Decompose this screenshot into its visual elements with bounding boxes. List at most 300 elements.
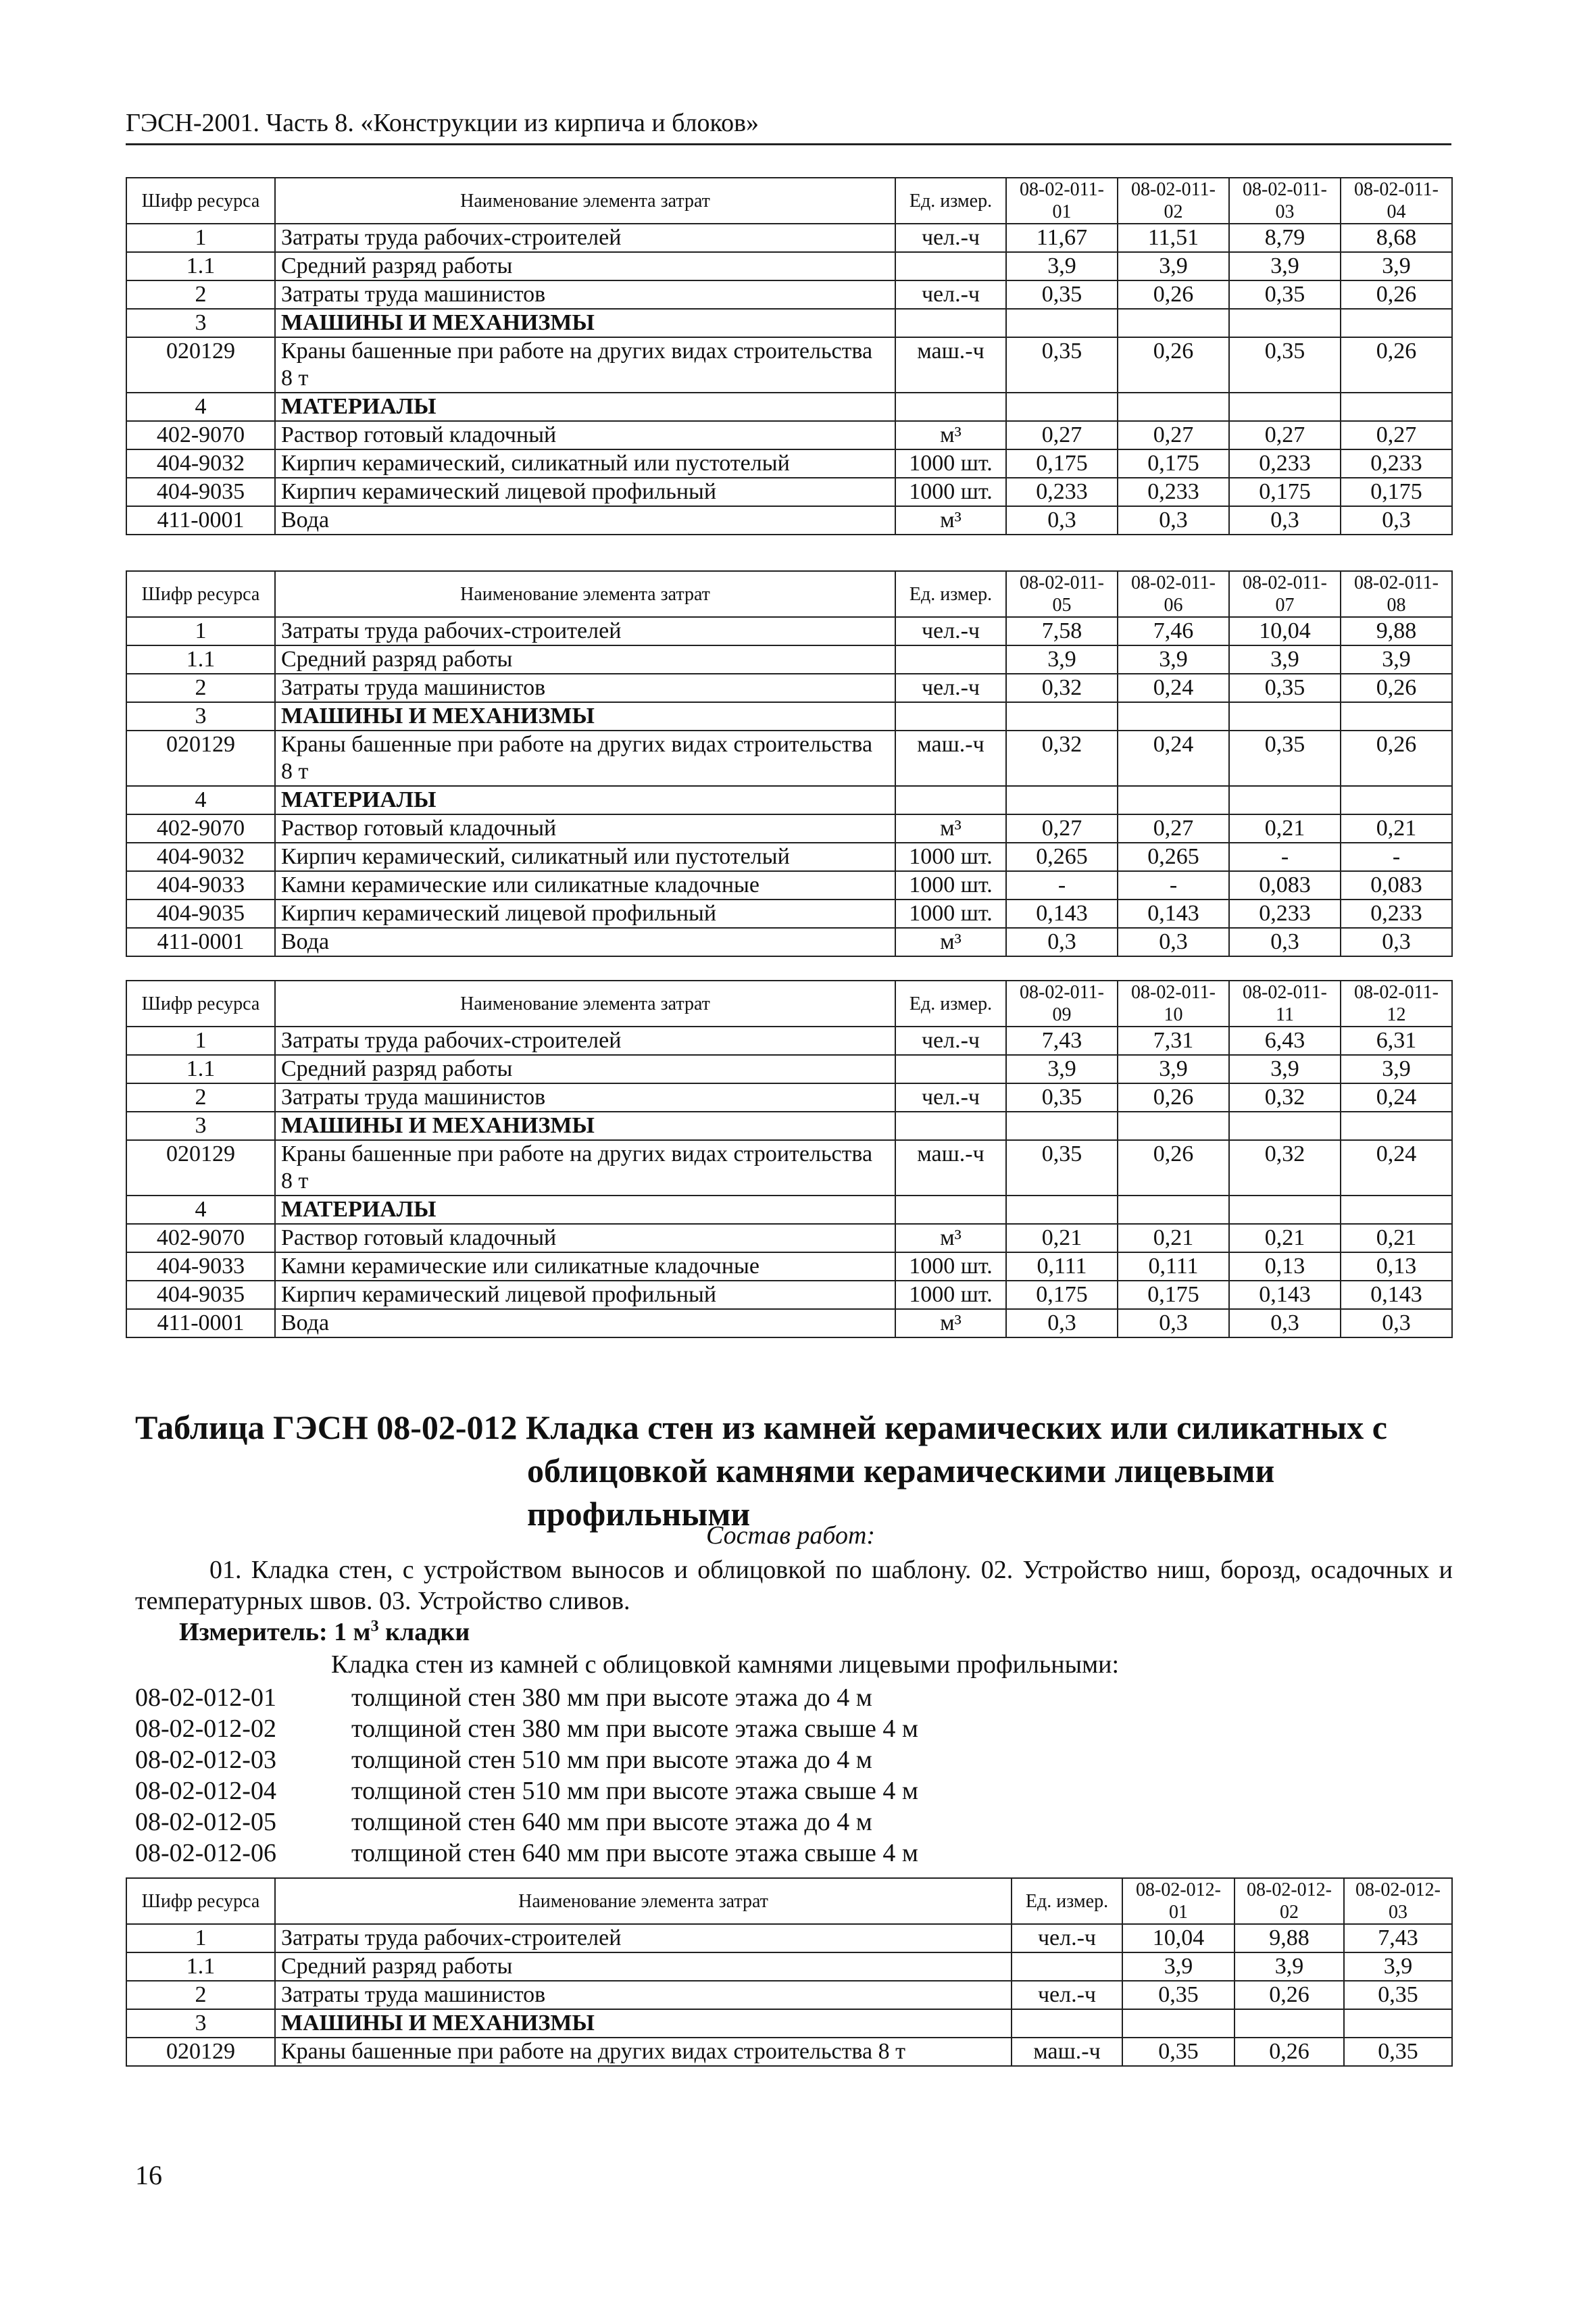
cell-unit: 1000 шт. — [895, 843, 1006, 871]
cell-code: 1 — [126, 1027, 275, 1055]
cell-value: 3,9 — [1229, 645, 1341, 674]
header-unit: Ед. измер. — [895, 178, 1006, 224]
table-row — [126, 252, 1452, 280]
cell-value: 0,233 — [1229, 449, 1341, 478]
code-row — [135, 1682, 918, 1713]
table-row — [126, 1112, 1452, 1140]
table-row — [126, 2038, 1452, 2066]
cell-value: 3,9 — [1341, 252, 1452, 280]
cell-value: 10,04 — [1122, 1924, 1235, 1952]
code-row — [135, 1713, 918, 1744]
cell-unit: 1000 шт. — [895, 900, 1006, 928]
cell-value: 8,68 — [1341, 224, 1452, 252]
cell-value — [1118, 393, 1229, 421]
cell-code: 1 — [126, 224, 275, 252]
cell-name: Затраты труда рабочих-строителей — [275, 1027, 895, 1055]
cell-value: 0,26 — [1235, 1981, 1344, 2009]
cell-value: 3,9 — [1122, 1952, 1235, 1981]
cell-value: 0,3 — [1118, 1309, 1229, 1337]
cell-value: 0,3 — [1341, 928, 1452, 956]
cell-value: 0,3 — [1229, 1309, 1341, 1337]
cell-value: 0,35 — [1229, 280, 1341, 309]
table-row — [126, 478, 1452, 506]
cell-value: 7,58 — [1006, 617, 1118, 645]
cell-value — [1341, 1112, 1452, 1140]
cell-value: 0,35 — [1006, 1083, 1118, 1112]
header-norm-code: 08-02-011-02 — [1118, 178, 1229, 224]
cell-value — [1122, 2009, 1235, 2038]
header-name: Наименование элемента затрат — [275, 1878, 1012, 1924]
cell-code: 404-9035 — [126, 1281, 275, 1309]
header-norm-code: 08-02-011-06 — [1118, 571, 1229, 617]
cell-value — [1341, 786, 1452, 814]
cell-code: 402-9070 — [126, 814, 275, 843]
resource-table-011-09-12 — [126, 980, 1453, 1338]
cell-unit — [895, 1055, 1006, 1083]
header-norm-code: 08-02-011-07 — [1229, 571, 1341, 617]
code-text: толщиной стен 380 мм при высоте этажа до 4 м — [351, 1683, 872, 1712]
cell-value — [1341, 1196, 1452, 1224]
cell-value — [1229, 393, 1341, 421]
table-row — [126, 1027, 1452, 1055]
header-code: Шифр ресурса — [126, 981, 275, 1027]
cell-value: 0,35 — [1122, 2038, 1235, 2066]
cell-unit: м³ — [895, 928, 1006, 956]
cell-value — [1118, 786, 1229, 814]
cell-value: 0,21 — [1341, 1224, 1452, 1252]
cell-name: Раствор готовый кладочный — [275, 814, 895, 843]
header-norm-code: 08-02-012-01 — [1122, 1878, 1235, 1924]
header-norm-code: 08-02-011-04 — [1341, 178, 1452, 224]
cell-value — [1006, 309, 1118, 337]
code-id: 08-02-012-04 — [135, 1777, 276, 1805]
resource-table-012-01-03 — [126, 1877, 1453, 2067]
cell-value — [1006, 393, 1118, 421]
cell-value: 0,26 — [1118, 1140, 1229, 1196]
cell-value: 0,35 — [1006, 280, 1118, 309]
cell-value: 0,21 — [1341, 814, 1452, 843]
cell-value: 0,175 — [1006, 449, 1118, 478]
cell-code: 1.1 — [126, 1055, 275, 1083]
cell-unit: чел.-ч — [1012, 1981, 1122, 2009]
cell-value: 0,3 — [1341, 506, 1452, 535]
cell-unit: чел.-ч — [895, 1027, 1006, 1055]
cell-unit: чел.-ч — [1012, 1924, 1122, 1952]
cell-value: 0,175 — [1341, 478, 1452, 506]
cell-value: 0,27 — [1006, 421, 1118, 449]
cell-value: 7,31 — [1118, 1027, 1229, 1055]
table-row — [126, 2009, 1452, 2038]
cell-code: 4 — [126, 393, 275, 421]
cell-value — [1344, 2009, 1452, 2038]
cell-code: 3 — [126, 309, 275, 337]
cell-name: Средний разряд работы — [275, 252, 895, 280]
cell-unit — [1012, 1952, 1122, 1981]
cell-unit: 1000 шт. — [895, 1252, 1006, 1281]
code-row — [135, 1775, 918, 1806]
cell-value: 0,35 — [1229, 337, 1341, 393]
cell-unit: маш.-ч — [1012, 2038, 1122, 2066]
cell-unit: м³ — [895, 1309, 1006, 1337]
cell-value: 3,9 — [1235, 1952, 1344, 1981]
cell-name: Раствор готовый кладочный — [275, 421, 895, 449]
cell-value: 7,46 — [1118, 617, 1229, 645]
cell-value: 0,24 — [1341, 1140, 1452, 1196]
table-row — [126, 309, 1452, 337]
cell-value: 0,233 — [1118, 478, 1229, 506]
cell-value: 10,04 — [1229, 617, 1341, 645]
cell-value — [1006, 786, 1118, 814]
page-number: 16 — [135, 2160, 162, 2190]
cell-unit: м³ — [895, 1224, 1006, 1252]
cell-value: 0,3 — [1118, 506, 1229, 535]
cell-unit: чел.-ч — [895, 674, 1006, 702]
section-title-line1: Таблица ГЭСН 08-02-012 Кладка стен из камней керамических или силикатных с — [135, 1408, 1387, 1446]
table-row — [126, 1981, 1452, 2009]
cell-value: 3,9 — [1006, 1055, 1118, 1083]
cell-value: 0,175 — [1118, 449, 1229, 478]
cell-value: - — [1229, 843, 1341, 871]
cell-code: 020129 — [126, 337, 275, 393]
cell-value: 3,9 — [1118, 252, 1229, 280]
cell-value: 0,143 — [1341, 1281, 1452, 1309]
cell-unit: 1000 шт. — [895, 871, 1006, 900]
code-text: толщиной стен 380 мм при высоте этажа свыше 4 м — [351, 1715, 918, 1743]
cell-value — [1229, 309, 1341, 337]
table-row — [126, 1252, 1452, 1281]
cell-value — [1235, 2009, 1344, 2038]
cell-code: 404-9032 — [126, 449, 275, 478]
header-code: Шифр ресурса — [126, 178, 275, 224]
cell-value: 0,21 — [1118, 1224, 1229, 1252]
cell-name: Затраты труда машинистов — [275, 1981, 1012, 2009]
cell-value: 6,31 — [1341, 1027, 1452, 1055]
cell-value: 0,265 — [1006, 843, 1118, 871]
table-row — [126, 900, 1452, 928]
cell-code: 1.1 — [126, 645, 275, 674]
measure-label: Измеритель: 1 м — [179, 1618, 371, 1646]
cell-unit — [895, 702, 1006, 731]
cell-name: Камни керамические или силикатные кладочные — [275, 871, 895, 900]
cell-unit: 1000 шт. — [895, 1281, 1006, 1309]
cell-code: 020129 — [126, 1140, 275, 1196]
cell-value: 0,26 — [1118, 1083, 1229, 1112]
cell-code: 402-9070 — [126, 1224, 275, 1252]
cell-value: 0,3 — [1118, 928, 1229, 956]
cell-value: 9,88 — [1341, 617, 1452, 645]
cell-value: 0,35 — [1006, 1140, 1118, 1196]
cell-code: 1.1 — [126, 252, 275, 280]
cell-value: 0,233 — [1229, 900, 1341, 928]
code-list — [135, 1682, 918, 1869]
code-text: толщиной стен 640 мм при высоте этажа свыше 4 м — [351, 1839, 918, 1867]
cell-value: 0,32 — [1006, 674, 1118, 702]
cell-value — [1229, 1196, 1341, 1224]
cell-value: 0,233 — [1341, 449, 1452, 478]
table-header-row — [126, 981, 1452, 1027]
cell-name: Затраты труда машинистов — [275, 280, 895, 309]
cell-name: Вода — [275, 928, 895, 956]
cell-value: 6,43 — [1229, 1027, 1341, 1055]
cell-value: 0,21 — [1229, 1224, 1341, 1252]
cell-name: Кирпич керамический, силикатный или пустотелый — [275, 449, 895, 478]
table-row — [126, 224, 1452, 252]
cell-value: 0,27 — [1118, 421, 1229, 449]
cell-value: 0,083 — [1229, 871, 1341, 900]
cell-value: 0,32 — [1229, 1083, 1341, 1112]
cell-value: 0,35 — [1229, 731, 1341, 786]
cell-name: МАШИНЫ И МЕХАНИЗМЫ — [275, 2009, 1012, 2038]
cell-value: 0,143 — [1229, 1281, 1341, 1309]
cell-value: 9,88 — [1235, 1924, 1344, 1952]
table-row — [126, 645, 1452, 674]
cell-unit — [895, 786, 1006, 814]
cell-code: 404-9035 — [126, 900, 275, 928]
header-norm-code: 08-02-011-01 — [1006, 178, 1118, 224]
cell-value — [1229, 702, 1341, 731]
header-norm-code: 08-02-012-03 — [1344, 1878, 1452, 1924]
cell-code: 2 — [126, 1981, 275, 2009]
cell-value — [1118, 702, 1229, 731]
cell-value: 0,111 — [1006, 1252, 1118, 1281]
cell-code: 411-0001 — [126, 928, 275, 956]
cell-value: 0,24 — [1341, 1083, 1452, 1112]
cell-value: 0,35 — [1344, 2038, 1452, 2066]
code-row — [135, 1806, 918, 1838]
table-row — [126, 1055, 1452, 1083]
code-row — [135, 1744, 918, 1775]
table-row — [126, 393, 1452, 421]
cell-name: Затраты труда рабочих-строителей — [275, 617, 895, 645]
cell-unit: м³ — [895, 421, 1006, 449]
cell-value — [1006, 1196, 1118, 1224]
cell-value: 0,26 — [1118, 280, 1229, 309]
cell-value: 0,26 — [1341, 674, 1452, 702]
table-row — [126, 731, 1452, 786]
section-title-line3: профильными — [527, 1495, 751, 1533]
cell-name: Средний разряд работы — [275, 645, 895, 674]
header-norm-code: 08-02-011-08 — [1341, 571, 1452, 617]
cell-value: 0,265 — [1118, 843, 1229, 871]
table-row — [126, 843, 1452, 871]
cell-value: 0,26 — [1118, 337, 1229, 393]
cell-value: 0,175 — [1229, 478, 1341, 506]
cell-unit: чел.-ч — [895, 280, 1006, 309]
cell-unit — [895, 393, 1006, 421]
cell-value — [1118, 1196, 1229, 1224]
code-id: 08-02-012-05 — [135, 1808, 276, 1836]
work-description: 01. Кладка стен, с устройством выносов и облицовкой по шаблону. 02. Устройство ниш, борозд, осадочных и температурных швов. 03. Устройство сливов. — [135, 1556, 1453, 1615]
cell-name: Краны башенные при работе на других видах строительства 8 т — [275, 2038, 1012, 2066]
cell-name: Затраты труда машинистов — [275, 674, 895, 702]
cell-value — [1341, 702, 1452, 731]
cell-value: 0,13 — [1229, 1252, 1341, 1281]
cell-value: - — [1118, 871, 1229, 900]
table-row — [126, 1952, 1452, 1981]
table-header-row — [126, 178, 1452, 224]
cell-unit: чел.-ч — [895, 224, 1006, 252]
cell-value: 0,143 — [1006, 900, 1118, 928]
cell-code: 4 — [126, 786, 275, 814]
cell-code: 1 — [126, 1924, 275, 1952]
cell-value: 11,51 — [1118, 224, 1229, 252]
cell-name: Кирпич керамический лицевой профильный — [275, 900, 895, 928]
header-unit: Ед. измер. — [895, 571, 1006, 617]
table-row — [126, 674, 1452, 702]
cell-value: 7,43 — [1006, 1027, 1118, 1055]
cell-name: МАШИНЫ И МЕХАНИЗМЫ — [275, 309, 895, 337]
header-norm-code: 08-02-011-12 — [1341, 981, 1452, 1027]
header-norm-code: 08-02-011-10 — [1118, 981, 1229, 1027]
table-row — [126, 337, 1452, 393]
cell-name: Кирпич керамический лицевой профильный — [275, 478, 895, 506]
measure-tail: кладки — [378, 1618, 470, 1646]
cell-value: 0,35 — [1344, 1981, 1452, 2009]
code-id: 08-02-012-03 — [135, 1746, 276, 1774]
header-name: Наименование элемента затрат — [275, 981, 895, 1027]
cell-value: - — [1006, 871, 1118, 900]
cell-name: Камни керамические или силикатные кладочные — [275, 1252, 895, 1281]
cell-name: Краны башенные при работе на других видах строительства 8 т — [275, 731, 895, 786]
table-row — [126, 617, 1452, 645]
code-text: толщиной стен 510 мм при высоте этажа до 4 м — [351, 1746, 872, 1774]
cell-name: Затраты труда машинистов — [275, 1083, 895, 1112]
cell-unit — [895, 645, 1006, 674]
cell-value: 3,9 — [1341, 645, 1452, 674]
cell-name: Раствор готовый кладочный — [275, 1224, 895, 1252]
page-header: ГЭСН-2001. Часть 8. «Конструкции из кирпича и блоков» — [126, 105, 1451, 145]
cell-value: 0,27 — [1229, 421, 1341, 449]
cell-code: 404-9032 — [126, 843, 275, 871]
section-title — [135, 1406, 1453, 1535]
cell-value: 3,9 — [1006, 645, 1118, 674]
cell-unit: м³ — [895, 814, 1006, 843]
code-id: 08-02-012-06 — [135, 1839, 276, 1867]
measure-sup: 3 — [370, 1617, 379, 1635]
cell-value — [1341, 393, 1452, 421]
resource-table-011-05-08 — [126, 570, 1453, 957]
cell-value — [1118, 309, 1229, 337]
cell-code: 411-0001 — [126, 1309, 275, 1337]
table-row — [126, 814, 1452, 843]
table-row — [126, 1196, 1452, 1224]
header-unit: Ед. измер. — [895, 981, 1006, 1027]
cell-value: 0,175 — [1118, 1281, 1229, 1309]
cell-value: 0,21 — [1229, 814, 1341, 843]
cell-value: 0,35 — [1006, 337, 1118, 393]
cell-code: 404-9033 — [126, 871, 275, 900]
cell-value: 0,3 — [1006, 1309, 1118, 1337]
cell-name: Средний разряд работы — [275, 1952, 1012, 1981]
cell-code: 1.1 — [126, 1952, 275, 1981]
cell-value: 0,233 — [1341, 900, 1452, 928]
cell-name: МАШИНЫ И МЕХАНИЗМЫ — [275, 702, 895, 731]
cell-value — [1006, 1112, 1118, 1140]
cell-value: 0,175 — [1006, 1281, 1118, 1309]
header-norm-code: 08-02-011-09 — [1006, 981, 1118, 1027]
sostav-heading: Состав работ: — [706, 1521, 876, 1550]
cell-value: 0,3 — [1229, 928, 1341, 956]
table-row — [126, 506, 1452, 535]
header-norm-code: 08-02-011-03 — [1229, 178, 1341, 224]
cell-value: 0,3 — [1341, 1309, 1452, 1337]
cell-value: 0,27 — [1341, 421, 1452, 449]
cell-code: 020129 — [126, 2038, 275, 2066]
cell-code: 2 — [126, 1083, 275, 1112]
cell-code: 3 — [126, 702, 275, 731]
cell-value: 0,26 — [1235, 2038, 1344, 2066]
cell-unit — [895, 1196, 1006, 1224]
cell-value: 0,35 — [1122, 1981, 1235, 2009]
header-norm-code: 08-02-012-02 — [1235, 1878, 1344, 1924]
cell-unit — [895, 252, 1006, 280]
header-norm-code: 08-02-011-11 — [1229, 981, 1341, 1027]
cell-value: 0,13 — [1341, 1252, 1452, 1281]
header-unit: Ед. измер. — [1012, 1878, 1122, 1924]
cell-value: 3,9 — [1118, 645, 1229, 674]
cell-value: 0,21 — [1006, 1224, 1118, 1252]
cell-value: 0,27 — [1118, 814, 1229, 843]
cell-name: МАТЕРИАЛЫ — [275, 1196, 895, 1224]
table-row — [126, 1224, 1452, 1252]
cell-unit: 1000 шт. — [895, 478, 1006, 506]
cell-value — [1229, 1112, 1341, 1140]
cell-value: 3,9 — [1341, 1055, 1452, 1083]
table-row — [126, 1309, 1452, 1337]
cell-name: Вода — [275, 1309, 895, 1337]
cell-value: 0,26 — [1341, 280, 1452, 309]
cell-unit — [1012, 2009, 1122, 2038]
cell-unit: маш.-ч — [895, 731, 1006, 786]
code-row — [135, 1838, 918, 1869]
table-row — [126, 928, 1452, 956]
cell-value: 0,3 — [1229, 506, 1341, 535]
table-row — [126, 280, 1452, 309]
cell-unit: маш.-ч — [895, 337, 1006, 393]
cell-code: 402-9070 — [126, 421, 275, 449]
codes-lead: Кладка стен из камней с облицовкой камнями лицевыми профильными: — [331, 1650, 1120, 1679]
cell-name: МАШИНЫ И МЕХАНИЗМЫ — [275, 1112, 895, 1140]
cell-unit: м³ — [895, 506, 1006, 535]
table-row — [126, 421, 1452, 449]
cell-code: 411-0001 — [126, 506, 275, 535]
cell-value: 3,9 — [1344, 1952, 1452, 1981]
cell-value: 0,143 — [1118, 900, 1229, 928]
resource-table-011-01-04 — [126, 177, 1453, 535]
cell-code: 404-9033 — [126, 1252, 275, 1281]
cell-unit — [895, 309, 1006, 337]
cell-unit: чел.-ч — [895, 617, 1006, 645]
cell-name: МАТЕРИАЛЫ — [275, 393, 895, 421]
table-row — [126, 1281, 1452, 1309]
header-name: Наименование элемента затрат — [275, 571, 895, 617]
cell-value: 0,24 — [1118, 674, 1229, 702]
cell-code: 404-9035 — [126, 478, 275, 506]
cell-name: Кирпич керамический, силикатный или пустотелый — [275, 843, 895, 871]
cell-code: 2 — [126, 674, 275, 702]
cell-value: 0,32 — [1006, 731, 1118, 786]
cell-name: Затраты труда рабочих-строителей — [275, 224, 895, 252]
header-code: Шифр ресурса — [126, 571, 275, 617]
cell-value: 0,26 — [1341, 731, 1452, 786]
table-header-row — [126, 1878, 1452, 1924]
cell-name: Краны башенные при работе на других видах строительства 8 т — [275, 337, 895, 393]
cell-value: - — [1341, 843, 1452, 871]
table-row — [126, 1924, 1452, 1952]
code-text: толщиной стен 510 мм при высоте этажа свыше 4 м — [351, 1777, 918, 1805]
cell-value: 0,233 — [1006, 478, 1118, 506]
header-norm-code: 08-02-011-05 — [1006, 571, 1118, 617]
